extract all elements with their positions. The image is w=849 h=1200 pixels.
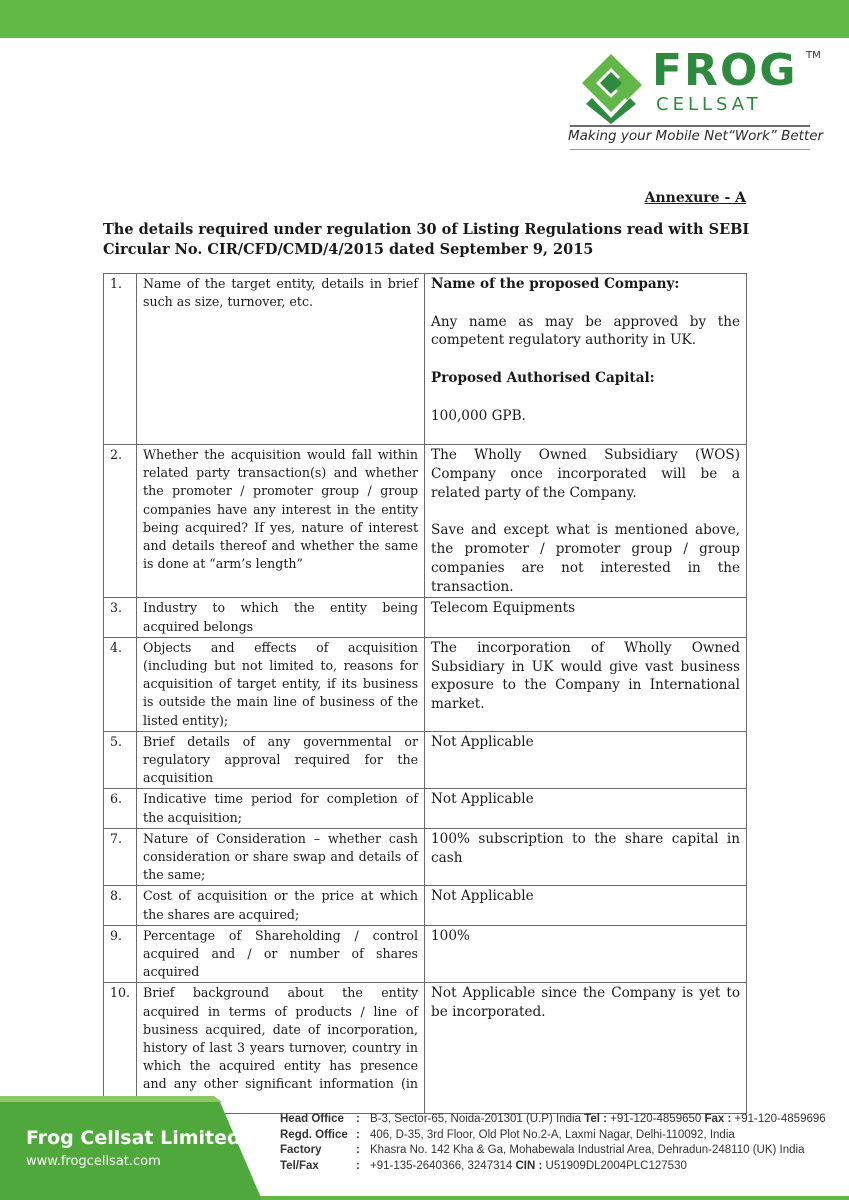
row-number: 1. [104,274,137,445]
row-number: 9. [104,925,137,983]
table-row [104,925,747,983]
footer-website-link[interactable]: www.frogcellsat.com [26,1154,161,1169]
footer-addresses [280,1112,826,1174]
logo-tagline: Making your Mobile Net“Work” Better [568,128,824,144]
row-answer: 100% [425,925,747,983]
factory-row [280,1143,826,1159]
regd-office-value: 406, D-35, 3rd Floor, Old Plot No.2-A, Laxmi Nagar, Delhi-110092, India [370,1128,735,1141]
row-answer: Not Applicable [425,789,747,828]
colon: : [356,1128,360,1141]
telfax-label: Tel/Fax [280,1159,319,1172]
answer-title: Name of the proposed Company: [431,276,680,292]
document-heading: The details required under regulation 30 of Listing Regulations read with SEBI Circular No. CIR/CFD/CMD/4/2015 dated September 9, 2015 [103,221,750,258]
colon: : [356,1113,360,1125]
row-question: Objects and effects of acquisition (including but not limited to, reasons for acquisition of target entity, if its business is outside the main line of business of the listed entity); [137,637,425,731]
row-question: Percentage of Shareholding / control acquired and / or number of shares acquired [137,925,425,983]
row-answer [425,445,747,598]
row-answer [425,274,747,445]
row-answer: Telecom Equipments [425,598,747,637]
row-number: 10. [104,983,137,1113]
table-row [104,828,747,886]
row-number: 6. [104,789,137,828]
answer-title: Proposed Authorised Capital: [431,369,655,386]
factory-value: Khasra No. 142 Kha & Ga, Mohabewala Industrial Area, Dehradun-248110 (UK) India [370,1144,805,1157]
row-question: Whether the acquisition would fall within related party transaction(s) and whether the promoter / promoter group / group companies have any interest in the entity being acquired? If yes, nature of interest and details thereof and whether the same is done at “arm’s length” [137,445,425,598]
head-office-label: Head Office [280,1113,344,1125]
factory-label: Factory [280,1144,322,1157]
row-number: 8. [104,886,137,925]
row-number: 7. [104,828,137,886]
logo-subword: CELLSAT [656,94,762,115]
head-office-value: B-3, Sector-65, Noida-201301 (U.P) India Tel : +91-120-4859650 Fax : +91-120-4859696 [370,1113,826,1125]
company-logo [568,45,824,160]
row-number: 3. [104,598,137,637]
colon: : [356,1144,360,1157]
head-office-row [280,1112,826,1128]
page-footer [0,1096,849,1200]
answer-text: Any name as may be approved by the competent regulatory authority in UK. [431,313,740,349]
answer-text: 100,000 GPB. [431,407,526,424]
row-question: Indicative time period for completion of the acquisition; [137,789,425,828]
answer-text: The Wholly Owned Subsidiary (WOS) Company once incorporated will be a related party of the Company. [431,447,740,501]
row-answer: 100% subscription to the share capital in cash [425,828,747,886]
table-row [104,789,747,828]
footer-company-name: Frog Cellsat Limited [26,1127,241,1149]
regd-office-row [280,1128,826,1144]
row-question: Industry to which the entity being acquired belongs [137,598,425,637]
table-row [104,731,747,789]
row-answer: The incorporation of Wholly Owned Subsidiary in UK would give vast business exposure to the Company in International market. [425,637,747,731]
row-answer: Not Applicable [425,731,747,789]
row-question: Brief background about the entity acquired in terms of products / line of business acquired, date of incorporation, history of last 3 years turnover, country in which the acquired entity has presence and any other significant information (in [137,983,425,1113]
row-question: Cost of acquisition or the price at which the shares are acquired; [137,886,425,925]
frog-cellsat-logo-icon [576,52,646,124]
row-question: Brief details of any governmental or regulatory approval required for the acquisition [137,731,425,789]
table-row [104,598,747,637]
row-question: Name of the target entity, details in brief such as size, turnover, etc. [137,274,425,445]
trademark-mark: TM [806,50,821,61]
table-row [104,983,747,1113]
logo-divider-bottom [570,149,810,150]
table-row [104,886,747,925]
table-row [104,637,747,731]
answer-text: Save and except what is mentioned above, the promoter / promoter group / group companies are not interested in the transaction. [431,522,740,595]
table-row [104,274,747,445]
details-table [103,273,747,1114]
colon: : [356,1159,360,1172]
logo-wordmark: FROG [652,45,798,96]
row-question: Nature of Consideration – whether cash consideration or share swap and details of the same; [137,828,425,886]
row-answer: Not Applicable [425,886,747,925]
annexure-label: Annexure - A [644,190,746,206]
telfax-row [280,1159,826,1175]
telfax-value: +91-135-2640366, 3247314 CIN : U51909DL2004PLC127530 [370,1159,687,1172]
row-number: 4. [104,637,137,731]
row-number: 2. [104,445,137,598]
row-answer: Not Applicable since the Company is yet to be incorporated. [425,983,747,1113]
logo-divider [570,125,810,127]
top-green-band [0,0,849,38]
table-row [104,445,747,598]
row-number: 5. [104,731,137,789]
regd-office-label: Regd. Office [280,1128,348,1141]
